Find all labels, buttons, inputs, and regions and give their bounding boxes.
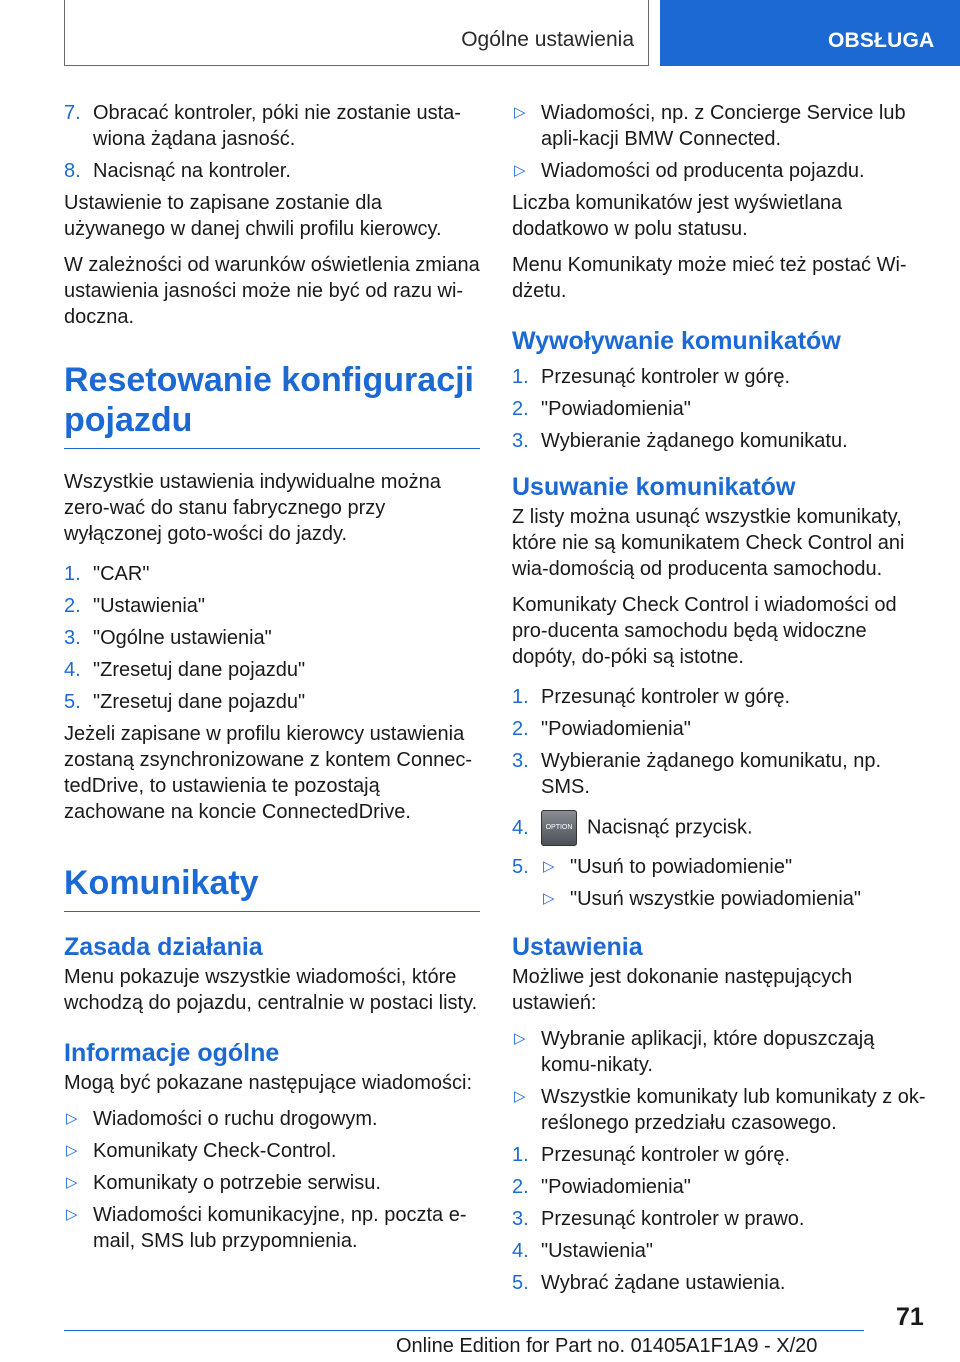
triangle-bullet-icon: ▷: [66, 1142, 78, 1159]
paragraph: W zależności od warunków oświetlenia zmiana ustawienia jasności może nie być od razu wi-doczna.: [64, 254, 480, 328]
page-number: 71: [896, 1303, 924, 1331]
paragraph: Menu Komunikaty może mieć też postać Wi-dżetu.: [512, 254, 907, 302]
option-button-icon: OPTION: [541, 810, 577, 846]
left-column: [64, 100, 480, 1260]
triangle-bullet-icon: ▷: [543, 890, 555, 907]
list-item: ▷ "Usuń to powiadomienie": [543, 856, 793, 878]
triangle-bullet-icon: ▷: [66, 1174, 78, 1191]
list-item: 3. Wybieranie żądanego komunikatu, np. SMS.: [512, 750, 882, 798]
footer-edition: Online Edition for Part no. 01405A1F1A9 - X/20: [396, 1335, 818, 1357]
list-item: ▷ Wybranie aplikacji, które dopuszczają komu-nikaty.: [514, 1028, 875, 1076]
komunikaty-heading: Komunikaty: [64, 864, 259, 902]
reset-intro: Wszystkie ustawienia indywidualne można zero-wać do stanu fabrycznego przy wyłączonej goto-wości do jazdy.: [64, 471, 441, 545]
list-item: 1. Przesunąć kontroler w górę.: [512, 686, 791, 708]
settings-heading: Ustawienia: [512, 933, 643, 961]
header-chapter-title: OBSŁUGA: [828, 29, 935, 52]
reset-heading-block: [64, 360, 480, 449]
header-section-title: Ogólne ustawienia: [461, 28, 634, 51]
zasada-text: Menu pokazuje wszystkie wiadomości, które wchodzą do pojazdu, centralnie w postaci listy.: [64, 966, 478, 1014]
triangle-bullet-icon: ▷: [66, 1110, 78, 1127]
list-item: 2. "Powiadomienia": [512, 718, 691, 740]
header-chapter-tab: [660, 0, 960, 66]
list-item: 5. Wybrać żądane ustawienia.: [512, 1272, 786, 1294]
list-item: 7. Obracać kontroler, póki nie zostanie usta-wiona żądana jasność.: [64, 102, 461, 150]
settings-intro: Możliwe jest dokonanie następujących ustawień:: [512, 966, 853, 1014]
triangle-bullet-icon: ▷: [514, 1030, 526, 1047]
list-item: ▷ Komunikaty Check-Control.: [66, 1140, 337, 1162]
list-item: ▷ "Usuń wszystkie powiadomienia": [543, 888, 861, 910]
list-item: ▷ Wiadomości o ruchu drogowym.: [66, 1108, 378, 1130]
footer-divider: [64, 1330, 864, 1331]
zasada-heading: Zasada działania: [64, 933, 263, 961]
list-item: 3. "Ogólne ustawienia": [64, 627, 272, 649]
list-item: 4. OPTION Nacisnąć przycisk.: [512, 810, 928, 846]
triangle-bullet-icon: ▷: [514, 1088, 526, 1105]
call-heading: Wywoływanie komunikatów: [512, 327, 841, 355]
list-item: ▷ Wiadomości od producenta pojazdu.: [514, 160, 865, 182]
header-section-box: [64, 0, 649, 66]
list-item: 3. Wybieranie żądanego komunikatu.: [512, 430, 848, 452]
list-item: 2. "Ustawienia": [64, 595, 206, 617]
list-item: 3. Przesunąć kontroler w prawo.: [512, 1208, 805, 1230]
list-item: ▷ Wiadomości komunikacyjne, np. poczta e-mail, SMS lub przypomnienia.: [66, 1204, 467, 1252]
delete-heading: Usuwanie komunikatów: [512, 473, 796, 501]
list-item: 5. "Zresetuj dane pojazdu": [64, 691, 306, 713]
list-item: 1. Przesunąć kontroler w górę.: [512, 1144, 791, 1166]
right-column: [512, 100, 928, 1302]
triangle-bullet-icon: ▷: [543, 858, 555, 875]
triangle-bullet-icon: ▷: [514, 162, 526, 179]
list-item: ▷ Wszystkie komunikaty lub komunikaty z ok-reślonego przedziału czasowego.: [514, 1086, 926, 1134]
reset-heading: Resetowanie konfiguracji pojazdu: [64, 361, 474, 439]
list-item: 4. "Zresetuj dane pojazdu": [64, 659, 306, 681]
list-item: 1. Przesunąć kontroler w górę.: [512, 366, 791, 388]
triangle-bullet-icon: ▷: [514, 104, 526, 121]
list-item: 2. "Powiadomienia": [512, 398, 691, 420]
list-item: 5. ▷ "Usuń to powiadomienie" ▷ "Usuń wszystkie powiadomienia": [512, 854, 928, 918]
delete-text: Z listy można usunąć wszystkie komunikaty, które nie są komunikatem Check Control ani wia-domością od producenta samochodu.: [512, 506, 905, 580]
list-item: ▷ Komunikaty o potrzebie serwisu.: [66, 1172, 381, 1194]
triangle-bullet-icon: ▷: [66, 1206, 78, 1223]
delete-text: Komunikaty Check Control i wiadomości od pro-ducenta samochodu będą widoczne dopóty, do-póki są istotne.: [512, 594, 897, 668]
paragraph: Liczba komunikatów jest wyświetlana dodatkowo w polu statusu.: [512, 192, 843, 240]
info-heading: Informacje ogólne: [64, 1039, 280, 1067]
paragraph: Ustawienie to zapisane zostanie dla używanego w danej chwili profilu kierowcy.: [64, 192, 442, 240]
komunikaty-heading-block: [64, 863, 480, 912]
list-item: 1. "CAR": [64, 563, 150, 585]
info-text: Mogą być pokazane następujące wiadomości:: [64, 1072, 473, 1094]
list-item: ▷ Wiadomości, np. z Concierge Service lub apli-kacji BMW Connected.: [514, 102, 906, 150]
list-item: 2. "Powiadomienia": [512, 1176, 691, 1198]
list-item: 4. "Ustawienia": [512, 1240, 654, 1262]
reset-note: Jeżeli zapisane w profilu kierowcy ustawienia zostaną zsynchronizowane z kontem Connec-tedDrive, to ustawienia te pozostają zachowane na koncie ConnectedDrive.: [64, 723, 472, 823]
list-item: 8. Nacisnąć na kontroler.: [64, 160, 291, 182]
